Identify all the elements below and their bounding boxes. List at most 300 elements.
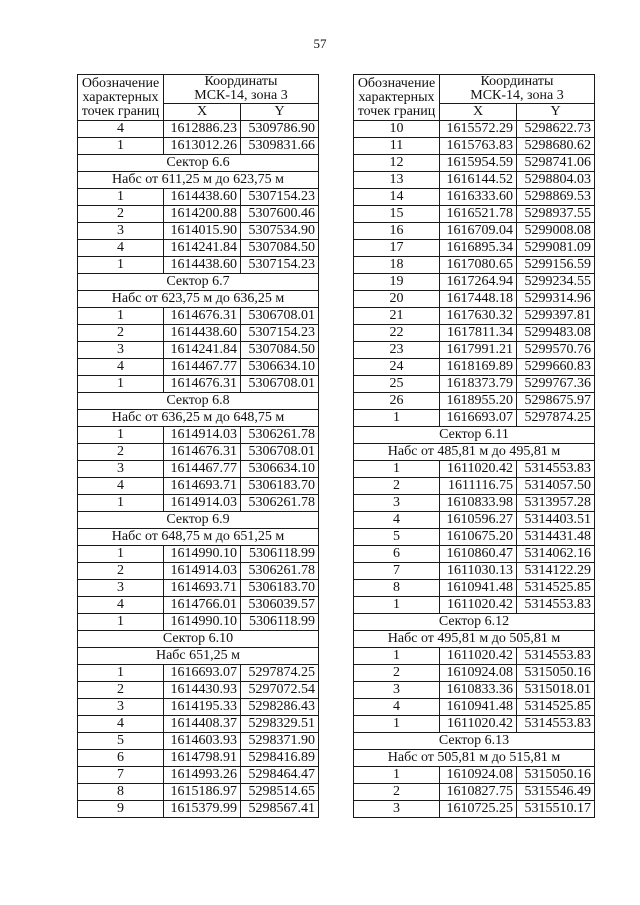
point-number-cell: 11	[354, 138, 440, 155]
point-number-cell: 3	[354, 495, 440, 512]
y-coordinate-cell: 5297874.25	[241, 665, 319, 682]
point-number-cell: 8	[354, 580, 440, 597]
table-row	[354, 274, 595, 291]
table-row	[354, 257, 595, 274]
table-row	[354, 801, 595, 818]
point-number-cell: 3	[354, 682, 440, 699]
table-row	[78, 478, 319, 495]
table-row	[78, 206, 319, 223]
sector-label: Набс 651,25 м	[78, 648, 319, 665]
y-coordinate-cell: 5299008.08	[517, 223, 595, 240]
y-coordinate-cell: 5298416.89	[241, 750, 319, 767]
sector-row	[78, 274, 319, 291]
table-row	[78, 121, 319, 138]
y-coordinate-cell: 5314553.83	[517, 597, 595, 614]
table-row	[78, 427, 319, 444]
table-row	[78, 223, 319, 240]
y-coordinate-cell: 5306261.78	[241, 495, 319, 512]
y-coordinate-cell: 5298514.65	[241, 784, 319, 801]
point-label-header	[78, 75, 164, 121]
y-coordinate-cell: 5298567.41	[241, 801, 319, 818]
point-number-cell: 3	[78, 342, 164, 359]
sector-row	[354, 614, 595, 631]
y-coordinate-cell: 5313957.28	[517, 495, 595, 512]
table-row	[78, 614, 319, 631]
y-coordinate-cell: 5297072.54	[241, 682, 319, 699]
y-coordinate-cell: 5307084.50	[241, 342, 319, 359]
point-number-cell: 15	[354, 206, 440, 223]
point-number-cell: 4	[354, 512, 440, 529]
sector-label: Сектор 6.9	[78, 512, 319, 529]
table-row	[78, 308, 319, 325]
point-number-cell: 1	[78, 257, 164, 274]
x-coordinate-cell: 1611020.42	[440, 716, 517, 733]
point-number-cell: 1	[78, 138, 164, 155]
point-number-cell: 21	[354, 308, 440, 325]
coords-label-line: МСК-14, зона 3	[470, 88, 564, 103]
y-coordinate-cell: 5298622.73	[517, 121, 595, 138]
point-number-cell: 2	[78, 682, 164, 699]
x-coordinate-cell: 1610675.20	[440, 529, 517, 546]
table-row	[354, 121, 595, 138]
y-coordinate-cell: 5298329.51	[241, 716, 319, 733]
y-coordinate-cell: 5306634.10	[241, 359, 319, 376]
sector-label: Сектор 6.8	[78, 393, 319, 410]
point-label-header	[354, 75, 440, 121]
point-number-cell: 1	[78, 546, 164, 563]
point-number-cell: 1	[354, 648, 440, 665]
x-coordinate-cell: 1616709.04	[440, 223, 517, 240]
sector-row	[78, 512, 319, 529]
x-coordinate-cell: 1614693.71	[164, 580, 241, 597]
table-row	[354, 495, 595, 512]
x-coordinate-cell: 1617264.94	[440, 274, 517, 291]
point-number-cell: 2	[78, 563, 164, 580]
sector-label: Сектор 6.10	[78, 631, 319, 648]
point-number-cell: 5	[354, 529, 440, 546]
y-coordinate-cell: 5306118.99	[241, 614, 319, 631]
y-coordinate-cell: 5307084.50	[241, 240, 319, 257]
y-coordinate-cell: 5315510.17	[517, 801, 595, 818]
table-row	[78, 665, 319, 682]
point-number-cell: 1	[78, 189, 164, 206]
x-coordinate-cell: 1610833.36	[440, 682, 517, 699]
point-number-cell: 9	[78, 801, 164, 818]
x-coordinate-cell: 1615954.59	[440, 155, 517, 172]
x-header: X	[440, 104, 517, 121]
x-coordinate-cell: 1617448.18	[440, 291, 517, 308]
coords-label-line: МСК-14, зона 3	[194, 88, 288, 103]
y-coordinate-cell: 5314553.83	[517, 648, 595, 665]
y-coordinate-cell: 5307600.46	[241, 206, 319, 223]
x-coordinate-cell: 1616521.78	[440, 206, 517, 223]
table-row	[354, 580, 595, 597]
point-number-cell: 3	[78, 580, 164, 597]
sector-row	[78, 393, 319, 410]
sector-label: Сектор 6.7	[78, 274, 319, 291]
sector-row	[354, 631, 595, 648]
coords-label-header	[164, 75, 319, 104]
sector-row	[78, 172, 319, 189]
table-row	[354, 784, 595, 801]
sector-row	[78, 648, 319, 665]
y-coordinate-cell: 5298286.43	[241, 699, 319, 716]
y-coordinate-cell: 5306261.78	[241, 563, 319, 580]
table-row	[354, 359, 595, 376]
y-coordinate-cell: 5306708.01	[241, 444, 319, 461]
table-row	[78, 189, 319, 206]
coords-label-line: Координаты	[480, 74, 554, 89]
x-coordinate-cell: 1614990.10	[164, 546, 241, 563]
y-coordinate-cell: 5314431.48	[517, 529, 595, 546]
x-coordinate-cell: 1614914.03	[164, 495, 241, 512]
sector-label: Набс от 648,75 м до 651,25 м	[78, 529, 319, 546]
point-number-cell: 4	[78, 359, 164, 376]
point-number-cell: 25	[354, 376, 440, 393]
x-coordinate-cell: 1611020.42	[440, 597, 517, 614]
y-coordinate-cell: 5306634.10	[241, 461, 319, 478]
point-number-cell: 3	[78, 461, 164, 478]
table-row	[78, 461, 319, 478]
point-number-cell: 18	[354, 257, 440, 274]
point-number-cell: 20	[354, 291, 440, 308]
table-row	[78, 716, 319, 733]
x-coordinate-cell: 1612886.23	[164, 121, 241, 138]
table-row	[354, 682, 595, 699]
table-row	[354, 342, 595, 359]
table-row	[354, 648, 595, 665]
point-number-cell: 1	[354, 410, 440, 427]
table-row	[354, 138, 595, 155]
point-number-cell: 7	[354, 563, 440, 580]
point-label-line: Обозначение	[81, 75, 160, 91]
point-number-cell: 2	[354, 478, 440, 495]
point-number-cell: 22	[354, 325, 440, 342]
x-coordinate-cell: 1617811.34	[440, 325, 517, 342]
table-row	[354, 155, 595, 172]
y-coordinate-cell: 5315050.16	[517, 767, 595, 784]
table-row	[78, 546, 319, 563]
table-row	[78, 563, 319, 580]
coords-label-header	[440, 75, 595, 104]
table-row	[354, 529, 595, 546]
point-number-cell: 26	[354, 393, 440, 410]
sector-row	[78, 291, 319, 308]
y-coordinate-cell: 5298869.53	[517, 189, 595, 206]
point-number-cell: 7	[78, 767, 164, 784]
table-row	[354, 223, 595, 240]
table-row	[354, 308, 595, 325]
sector-label: Сектор 6.12	[354, 614, 595, 631]
point-number-cell: 1	[354, 461, 440, 478]
x-coordinate-cell: 1614914.03	[164, 427, 241, 444]
table-row	[354, 716, 595, 733]
x-coordinate-cell: 1614438.60	[164, 189, 241, 206]
y-coordinate-cell: 5307154.23	[241, 325, 319, 342]
table-row	[354, 189, 595, 206]
sector-row	[78, 155, 319, 172]
x-coordinate-cell: 1614015.90	[164, 223, 241, 240]
sector-row	[78, 410, 319, 427]
y-coordinate-cell: 5315546.49	[517, 784, 595, 801]
point-label-line: точек границ	[357, 103, 436, 119]
table-row	[78, 325, 319, 342]
y-header: Y	[517, 104, 595, 121]
x-coordinate-cell: 1616895.34	[440, 240, 517, 257]
y-coordinate-cell: 5314062.16	[517, 546, 595, 563]
table-row	[354, 172, 595, 189]
x-coordinate-cell: 1615186.97	[164, 784, 241, 801]
y-coordinate-cell: 5306708.01	[241, 308, 319, 325]
x-coordinate-cell: 1614200.88	[164, 206, 241, 223]
point-number-cell: 4	[354, 699, 440, 716]
x-coordinate-cell: 1614914.03	[164, 563, 241, 580]
table-row	[78, 240, 319, 257]
y-coordinate-cell: 5299234.55	[517, 274, 595, 291]
coordinates-table-right	[353, 74, 595, 818]
point-number-cell: 23	[354, 342, 440, 359]
y-coordinate-cell: 5314403.51	[517, 512, 595, 529]
x-header: X	[164, 104, 241, 121]
table-row	[78, 750, 319, 767]
x-coordinate-cell: 1610827.75	[440, 784, 517, 801]
y-coordinate-cell: 5297874.25	[517, 410, 595, 427]
y-coordinate-cell: 5298937.55	[517, 206, 595, 223]
table-row	[354, 512, 595, 529]
point-number-cell: 2	[354, 665, 440, 682]
y-coordinate-cell: 5315050.16	[517, 665, 595, 682]
y-coordinate-cell: 5307154.23	[241, 189, 319, 206]
table-row	[354, 325, 595, 342]
y-coordinate-cell: 5298804.03	[517, 172, 595, 189]
y-coordinate-cell: 5306261.78	[241, 427, 319, 444]
y-coordinate-cell: 5298680.62	[517, 138, 595, 155]
y-coordinate-cell: 5298464.47	[241, 767, 319, 784]
y-coordinate-cell: 5306183.70	[241, 580, 319, 597]
point-number-cell: 16	[354, 223, 440, 240]
x-coordinate-cell: 1611116.75	[440, 478, 517, 495]
table-row	[78, 257, 319, 274]
sector-row	[78, 529, 319, 546]
table-row	[354, 767, 595, 784]
x-coordinate-cell: 1610860.47	[440, 546, 517, 563]
y-coordinate-cell: 5298371.90	[241, 733, 319, 750]
x-coordinate-cell: 1614438.60	[164, 257, 241, 274]
sector-label: Набс от 485,81 м до 495,81 м	[354, 444, 595, 461]
x-coordinate-cell: 1610833.98	[440, 495, 517, 512]
x-coordinate-cell: 1614676.31	[164, 376, 241, 393]
x-coordinate-cell: 1615572.29	[440, 121, 517, 138]
sector-row	[354, 444, 595, 461]
y-coordinate-cell: 5306039.57	[241, 597, 319, 614]
coords-label-line: Координаты	[204, 74, 278, 89]
point-number-cell: 3	[78, 699, 164, 716]
y-coordinate-cell: 5299397.81	[517, 308, 595, 325]
point-number-cell: 13	[354, 172, 440, 189]
y-coordinate-cell: 5298675.97	[517, 393, 595, 410]
point-number-cell: 2	[78, 325, 164, 342]
x-coordinate-cell: 1614676.31	[164, 444, 241, 461]
x-coordinate-cell: 1614430.93	[164, 682, 241, 699]
table-row	[78, 444, 319, 461]
sector-label: Сектор 6.13	[354, 733, 595, 750]
table-row	[354, 393, 595, 410]
point-number-cell: 6	[354, 546, 440, 563]
point-number-cell: 2	[78, 206, 164, 223]
point-label-line: характерных	[82, 89, 159, 105]
table-row	[354, 410, 595, 427]
x-coordinate-cell: 1616693.07	[440, 410, 517, 427]
x-coordinate-cell: 1610596.27	[440, 512, 517, 529]
point-number-cell: 2	[78, 444, 164, 461]
coordinates-table-left	[77, 74, 319, 818]
table-row	[78, 597, 319, 614]
x-coordinate-cell: 1614241.84	[164, 342, 241, 359]
x-coordinate-cell: 1614408.37	[164, 716, 241, 733]
table-row	[354, 240, 595, 257]
table-row	[78, 784, 319, 801]
x-coordinate-cell: 1617991.21	[440, 342, 517, 359]
sector-label: Набс от 636,25 м до 648,75 м	[78, 410, 319, 427]
table-row	[78, 682, 319, 699]
x-coordinate-cell: 1614467.77	[164, 461, 241, 478]
x-coordinate-cell: 1613012.26	[164, 138, 241, 155]
y-coordinate-cell: 5309786.90	[241, 121, 319, 138]
sector-row	[354, 427, 595, 444]
x-coordinate-cell: 1614467.77	[164, 359, 241, 376]
point-label-line: точек границ	[81, 103, 160, 119]
x-coordinate-cell: 1614676.31	[164, 308, 241, 325]
point-number-cell: 4	[78, 716, 164, 733]
point-number-cell: 1	[78, 308, 164, 325]
sector-row	[354, 733, 595, 750]
y-coordinate-cell: 5299081.09	[517, 240, 595, 257]
point-number-cell: 1	[78, 495, 164, 512]
point-number-cell: 10	[354, 121, 440, 138]
y-coordinate-cell: 5314122.29	[517, 563, 595, 580]
point-number-cell: 3	[78, 223, 164, 240]
page-number: 57	[313, 36, 327, 51]
x-coordinate-cell: 1611020.42	[440, 648, 517, 665]
x-coordinate-cell: 1617080.65	[440, 257, 517, 274]
table-row	[354, 597, 595, 614]
x-coordinate-cell: 1614438.60	[164, 325, 241, 342]
point-number-cell: 4	[78, 597, 164, 614]
y-coordinate-cell: 5314525.85	[517, 699, 595, 716]
point-number-cell: 19	[354, 274, 440, 291]
table-row	[78, 580, 319, 597]
point-number-cell: 1	[78, 376, 164, 393]
table-row	[78, 801, 319, 818]
point-number-cell: 24	[354, 359, 440, 376]
x-coordinate-cell: 1611020.42	[440, 461, 517, 478]
x-coordinate-cell: 1615763.83	[440, 138, 517, 155]
table-row	[354, 699, 595, 716]
sector-label: Набс от 623,75 м до 636,25 м	[78, 291, 319, 308]
x-coordinate-cell: 1618955.20	[440, 393, 517, 410]
x-coordinate-cell: 1614693.71	[164, 478, 241, 495]
x-coordinate-cell: 1611030.13	[440, 563, 517, 580]
point-number-cell: 1	[354, 767, 440, 784]
y-coordinate-cell: 5299570.76	[517, 342, 595, 359]
table-row	[354, 291, 595, 308]
x-coordinate-cell: 1614603.93	[164, 733, 241, 750]
x-coordinate-cell: 1614990.10	[164, 614, 241, 631]
point-number-cell: 8	[78, 784, 164, 801]
point-number-cell: 1	[354, 716, 440, 733]
sector-row	[78, 631, 319, 648]
table-row	[78, 699, 319, 716]
x-coordinate-cell: 1614195.33	[164, 699, 241, 716]
point-number-cell: 1	[78, 614, 164, 631]
x-coordinate-cell: 1610941.48	[440, 580, 517, 597]
point-number-cell: 14	[354, 189, 440, 206]
point-number-cell: 3	[354, 801, 440, 818]
y-coordinate-cell: 5315018.01	[517, 682, 595, 699]
y-coordinate-cell: 5306183.70	[241, 478, 319, 495]
y-coordinate-cell: 5314553.83	[517, 461, 595, 478]
y-coordinate-cell: 5299314.96	[517, 291, 595, 308]
table-row	[78, 342, 319, 359]
x-coordinate-cell: 1614241.84	[164, 240, 241, 257]
y-coordinate-cell: 5314553.83	[517, 716, 595, 733]
y-coordinate-cell: 5307154.23	[241, 257, 319, 274]
y-coordinate-cell: 5306708.01	[241, 376, 319, 393]
x-coordinate-cell: 1614798.91	[164, 750, 241, 767]
x-coordinate-cell: 1616693.07	[164, 665, 241, 682]
point-number-cell: 1	[78, 427, 164, 444]
y-coordinate-cell: 5307534.90	[241, 223, 319, 240]
x-coordinate-cell: 1618373.79	[440, 376, 517, 393]
y-coordinate-cell: 5298741.06	[517, 155, 595, 172]
table-row	[78, 376, 319, 393]
y-coordinate-cell: 5299767.36	[517, 376, 595, 393]
x-coordinate-cell: 1617630.32	[440, 308, 517, 325]
point-number-cell: 6	[78, 750, 164, 767]
sector-label: Набс от 611,25 м до 623,75 м	[78, 172, 319, 189]
point-number-cell: 17	[354, 240, 440, 257]
sector-label: Сектор 6.6	[78, 155, 319, 172]
x-coordinate-cell: 1610924.08	[440, 767, 517, 784]
y-coordinate-cell: 5314525.85	[517, 580, 595, 597]
table-row	[354, 206, 595, 223]
table-row	[354, 563, 595, 580]
point-label-line: Обозначение	[357, 75, 436, 91]
x-coordinate-cell: 1618169.89	[440, 359, 517, 376]
table-row	[354, 546, 595, 563]
table-row	[354, 461, 595, 478]
y-coordinate-cell: 5314057.50	[517, 478, 595, 495]
y-coordinate-cell: 5299483.08	[517, 325, 595, 342]
table-row	[354, 665, 595, 682]
table-row	[78, 138, 319, 155]
point-number-cell: 5	[78, 733, 164, 750]
table-row	[78, 733, 319, 750]
point-number-cell: 1	[78, 665, 164, 682]
y-coordinate-cell: 5309831.66	[241, 138, 319, 155]
sector-label: Сектор 6.11	[354, 427, 595, 444]
point-number-cell: 4	[78, 240, 164, 257]
y-coordinate-cell: 5306118.99	[241, 546, 319, 563]
point-number-cell: 1	[354, 597, 440, 614]
table-row	[354, 478, 595, 495]
point-number-cell: 4	[78, 121, 164, 138]
table-row	[78, 495, 319, 512]
x-coordinate-cell: 1616333.60	[440, 189, 517, 206]
table-row	[78, 767, 319, 784]
x-coordinate-cell: 1614993.26	[164, 767, 241, 784]
x-coordinate-cell: 1614766.01	[164, 597, 241, 614]
